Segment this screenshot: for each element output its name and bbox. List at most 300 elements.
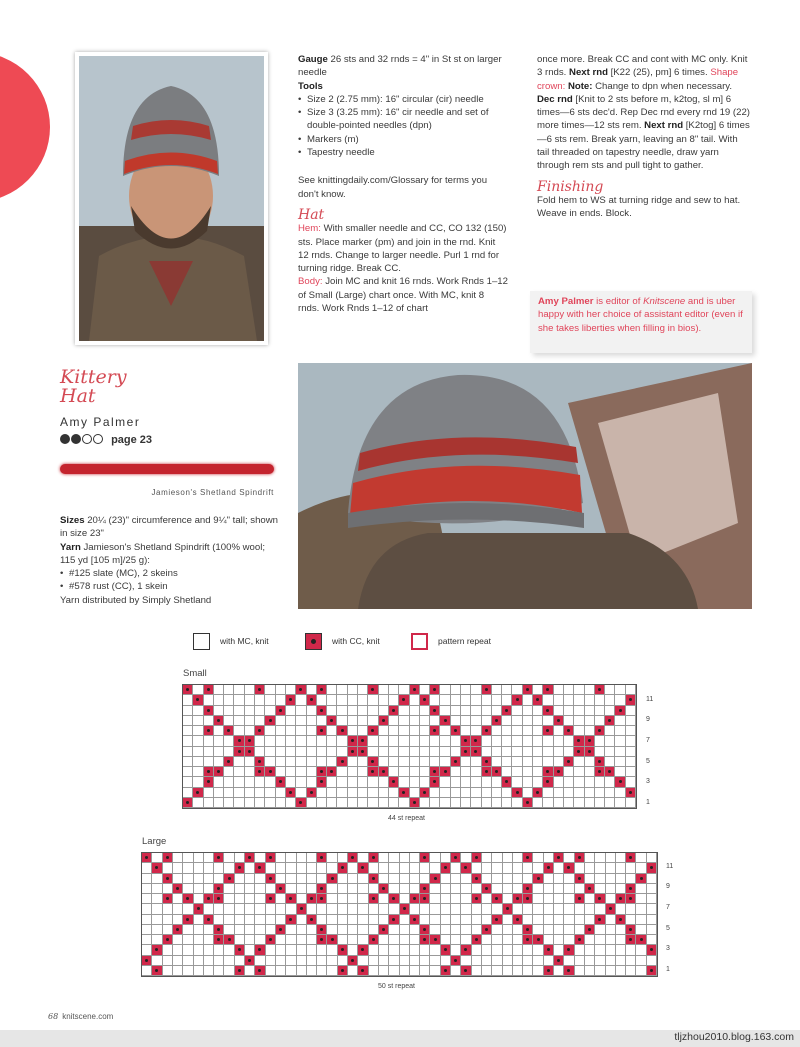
chart-cell: [234, 685, 244, 695]
chart-cell: [368, 695, 378, 705]
chart-cell: [245, 853, 255, 863]
chart-cell: [296, 726, 306, 736]
chart-cell: [647, 956, 657, 966]
chart-cell: [369, 904, 379, 914]
chart-cell: [245, 736, 255, 746]
chart-cell: [276, 956, 286, 966]
chart-cell: [492, 945, 502, 955]
chart-cell: [513, 966, 523, 976]
chart-cell: [482, 736, 492, 746]
chart-cell: [554, 706, 564, 716]
chart-cell: [513, 925, 523, 935]
chart-cell: [317, 777, 327, 787]
chart-cell: [420, 884, 430, 894]
chart-cell: [183, 874, 193, 884]
chart-cell: [163, 904, 173, 914]
chart-cell: [430, 757, 440, 767]
chart-cell: [585, 726, 595, 736]
chart-cell: [337, 736, 347, 746]
chart-cell: [564, 915, 574, 925]
chart-cell: [605, 716, 615, 726]
chart-cell: [430, 726, 440, 736]
chart-cell: [461, 915, 471, 925]
chart-cell: [337, 706, 347, 716]
chart-cell: [400, 925, 410, 935]
chart-cell: [420, 716, 430, 726]
chart-cell: [512, 747, 522, 757]
chart-cell: [327, 874, 337, 884]
chart-cell: [214, 706, 224, 716]
chart-cell: [472, 853, 482, 863]
chart-cell: [615, 695, 625, 705]
chart-cell: [286, 736, 296, 746]
chart-cell: [523, 863, 533, 873]
chart-cell: [492, 788, 502, 798]
chart-cell: [492, 894, 502, 904]
chart-cell: [440, 747, 450, 757]
chart-cell: [502, 798, 512, 808]
chart-cell: [204, 956, 214, 966]
small-row-number: 9: [646, 716, 650, 723]
chart-cell: [214, 685, 224, 695]
chart-cell: [142, 853, 152, 863]
chart-cell: [245, 685, 255, 695]
chart-cell: [265, 685, 275, 695]
chart-cell: [317, 747, 327, 757]
large-row-number: 1: [666, 966, 670, 973]
large-chart-label: Large: [142, 836, 167, 847]
chart-cell: [389, 726, 399, 736]
chart-cell: [338, 853, 348, 863]
pattern-title: Kittery Hat: [60, 366, 127, 407]
chart-cell: [575, 915, 585, 925]
chart-cell: [152, 894, 162, 904]
mc-knit-symbol-icon: [193, 633, 210, 650]
chart-cell: [296, 695, 306, 705]
chart-cell: [420, 685, 430, 695]
chart-cell: [410, 956, 420, 966]
chart-cell: [204, 904, 214, 914]
chart-cell: [297, 925, 307, 935]
chart-cell: [554, 788, 564, 798]
chart-cell: [193, 685, 203, 695]
chart-cell: [276, 747, 286, 757]
chart-cell: [142, 935, 152, 945]
chart-cell: [574, 716, 584, 726]
chart-cell: [255, 716, 265, 726]
chart-cell: [430, 853, 440, 863]
small-repeat-label: 44 st repeat: [388, 815, 425, 822]
chart-cell: [523, 788, 533, 798]
chart-cell: [544, 853, 554, 863]
chart-cell: [193, 716, 203, 726]
chart-cell: [245, 863, 255, 873]
section-tab: [0, 52, 50, 202]
chart-cell: [204, 757, 214, 767]
chart-cell: [235, 853, 245, 863]
chart-cell: [626, 788, 636, 798]
chart-cell: [441, 915, 451, 925]
chart-cell: [472, 874, 482, 884]
chart-cell: [245, 925, 255, 935]
chart-cell: [163, 935, 173, 945]
chart-cell: [420, 915, 430, 925]
chart-cell: [554, 777, 564, 787]
chart-cell: [482, 935, 492, 945]
yarn-distributor: Yarn distributed by Simply Shetland: [60, 594, 212, 606]
chart-cell: [595, 788, 605, 798]
chart-cell: [615, 757, 625, 767]
chart-cell: [492, 695, 502, 705]
chart-cell: [585, 716, 595, 726]
chart-cell: [389, 777, 399, 787]
chart-cell: [255, 706, 265, 716]
chart-cell: [265, 736, 275, 746]
chart-cell: [482, 925, 492, 935]
chart-cell: [389, 904, 399, 914]
chart-cell: [451, 685, 461, 695]
chart-cell: [368, 777, 378, 787]
chart-cell: [595, 767, 605, 777]
chart-cell: [472, 956, 482, 966]
chart-cell: [533, 706, 543, 716]
chart-cell: [163, 894, 173, 904]
chart-cell: [379, 736, 389, 746]
chart-cell: [142, 904, 152, 914]
chart-cell: [235, 935, 245, 945]
chart-cell: [523, 956, 533, 966]
chart-cell: [492, 685, 502, 695]
chart-cell: [461, 767, 471, 777]
chart-cell: [358, 716, 368, 726]
chart-cell: [338, 956, 348, 966]
chart-cell: [265, 777, 275, 787]
chart-cell: [296, 767, 306, 777]
chart-cell: [358, 966, 368, 976]
chart-cell: [194, 884, 204, 894]
chart-cell: [554, 757, 564, 767]
chart-cell: [235, 925, 245, 935]
chart-cell: [543, 777, 553, 787]
chart-cell: [307, 925, 317, 935]
chart-cell: [544, 884, 554, 894]
chart-cell: [543, 685, 553, 695]
chart-cell: [183, 706, 193, 716]
chart-cell: [626, 935, 636, 945]
chart-cell: [430, 706, 440, 716]
chart-cell: [554, 915, 564, 925]
chart-cell: [595, 966, 605, 976]
chart-cell: [441, 863, 451, 873]
chart-cell: [379, 925, 389, 935]
chart-cell: [379, 884, 389, 894]
chart-cell: [307, 767, 317, 777]
chart-cell: [595, 706, 605, 716]
chart-cell: [574, 695, 584, 705]
chart-cell: [564, 863, 574, 873]
chart-cell: [214, 874, 224, 884]
chart-cell: [214, 884, 224, 894]
chart-cell: [461, 736, 471, 746]
chart-cell: [400, 966, 410, 976]
chart-cell: [163, 884, 173, 894]
chart-cell: [348, 966, 358, 976]
chart-cell: [410, 945, 420, 955]
chart-cell: [636, 853, 646, 863]
chart-cell: [554, 747, 564, 757]
chart-cell: [626, 695, 636, 705]
chart-cell: [235, 966, 245, 976]
chart-cell: [173, 884, 183, 894]
chart-cell: [142, 956, 152, 966]
chart-cell: [626, 884, 636, 894]
chart-cell: [224, 956, 234, 966]
chart-cell: [317, 757, 327, 767]
model-portrait-photo: [75, 52, 268, 345]
chart-cell: [368, 726, 378, 736]
chart-cell: [173, 915, 183, 925]
chart-cell: [338, 915, 348, 925]
chart-cell: [503, 863, 513, 873]
chart-cell: [368, 788, 378, 798]
chart-cell: [348, 767, 358, 777]
chart-cell: [647, 935, 657, 945]
chart-cell: [224, 874, 234, 884]
chart-cell: [307, 788, 317, 798]
chart-cell: [575, 884, 585, 894]
chart-cell: [482, 685, 492, 695]
chart-cell: [420, 767, 430, 777]
chart-cell: [564, 904, 574, 914]
chart-cell: [595, 894, 605, 904]
chart-cell: [616, 925, 626, 935]
chart-cell: [337, 747, 347, 757]
chart-cell: [647, 863, 657, 873]
chart-cell: [400, 956, 410, 966]
chart-cell: [234, 777, 244, 787]
large-row-number: 3: [666, 945, 670, 952]
chart-cell: [286, 726, 296, 736]
chart-cell: [492, 966, 502, 976]
chart-cell: [337, 716, 347, 726]
chart-cell: [338, 894, 348, 904]
chart-cell: [379, 853, 389, 863]
chart-cell: [533, 726, 543, 736]
chart-cell: [533, 884, 543, 894]
chart-cell: [255, 757, 265, 767]
chart-cell: [606, 925, 616, 935]
chart-cell: [286, 788, 296, 798]
chart-cell: [317, 945, 327, 955]
chart-cell: [451, 956, 461, 966]
chart-cell: [606, 874, 616, 884]
chart-cell: [440, 767, 450, 777]
chart-cell: [626, 736, 636, 746]
chart-cell: [399, 788, 409, 798]
chart-cell: [379, 747, 389, 757]
chart-cell: [585, 915, 595, 925]
site-name: knitscene.com: [62, 1012, 114, 1021]
chart-cell: [585, 853, 595, 863]
chart-cell: [451, 788, 461, 798]
chart-cell: [533, 863, 543, 873]
chart-cell: [327, 706, 337, 716]
chart-cell: [296, 798, 306, 808]
chart-cell: [595, 915, 605, 925]
chart-cell: [183, 853, 193, 863]
chart-cell: [204, 874, 214, 884]
crown-instructions: once more. Break CC and cont with MC only. Knit 3 rnds. Next rnd [K22 (25), pm] 6 times. Shape crown: Note: Change to dpn when necessary. Dec rnd [Knit to 2 sts before m, k2tog, sl m] 6 times—6 sts dec'd. Rep Dec rnd every rnd 19 (22) more times—12 sts rem. Next rnd [K2tog] 6 times—6 sts rem. Break yarn, leaving an 8" tail. With tail threaded on tapestry needle, draw yarn through rem sts and pull tight to gather.: [537, 54, 750, 172]
chart-cell: [307, 685, 317, 695]
chart-cell: [245, 788, 255, 798]
chart-cell: [615, 706, 625, 716]
chart-cell: [513, 915, 523, 925]
chart-cell: [482, 915, 492, 925]
chart-cell: [605, 736, 615, 746]
chart-cell: [296, 757, 306, 767]
chart-cell: [461, 685, 471, 695]
chart-cell: [543, 716, 553, 726]
chart-cell: [606, 956, 616, 966]
chart-cell: [616, 884, 626, 894]
chart-cell: [204, 884, 214, 894]
chart-cell: [564, 716, 574, 726]
chart-cell: [307, 726, 317, 736]
chart-cell: [647, 894, 657, 904]
chart-cell: [358, 935, 368, 945]
chart-cell: [533, 904, 543, 914]
chart-cell: [440, 757, 450, 767]
chart-cell: [616, 904, 626, 914]
chart-cell: [492, 884, 502, 894]
chart-cell: [194, 853, 204, 863]
chart-cell: [296, 706, 306, 716]
chart-cell: [513, 945, 523, 955]
chart-cell: [348, 863, 358, 873]
chart-cell: [183, 863, 193, 873]
chart-cell: [389, 853, 399, 863]
chart-cell: [183, 945, 193, 955]
chart-cell: [533, 966, 543, 976]
yarn-item: • #125 slate (MC), 2 skeins: [60, 567, 280, 580]
chart-cell: [297, 956, 307, 966]
chart-cell: [286, 935, 296, 945]
chart-cell: [471, 726, 481, 736]
chart-cell: [379, 716, 389, 726]
chart-cell: [410, 894, 420, 904]
chart-cell: [574, 798, 584, 808]
chart-cell: [307, 966, 317, 976]
chart-cell: [533, 757, 543, 767]
chart-cell: [286, 956, 296, 966]
chart-cell: [276, 757, 286, 767]
chart-cell: [616, 894, 626, 904]
chart-cell: [245, 747, 255, 757]
chart-cell: [533, 747, 543, 757]
chart-cell: [564, 884, 574, 894]
chart-cell: [327, 716, 337, 726]
chart-cell: [440, 716, 450, 726]
designer-bio-note: Amy Palmer is editor of Knitscene and is uber happy with her choice of assistant editor (even if she takes liberties when filling in bios).: [530, 291, 752, 353]
chart-cell: [400, 915, 410, 925]
chart-cell: [142, 966, 152, 976]
gauge-text: Gauge 26 sts and 32 rnds = 4" in St st on larger needle: [298, 54, 502, 79]
chart-cell: [441, 874, 451, 884]
chart-cell: [441, 894, 451, 904]
chart-cell: [430, 915, 440, 925]
chart-cell: [224, 757, 234, 767]
chart-cell: [482, 874, 492, 884]
chart-cell: [297, 904, 307, 914]
chart-cell: [575, 874, 585, 884]
chart-cell: [358, 884, 368, 894]
chart-cell: [183, 884, 193, 894]
chart-cell: [616, 966, 626, 976]
chart-cell: [461, 945, 471, 955]
chart-cell: [224, 777, 234, 787]
chart-cell: [183, 915, 193, 925]
chart-cell: [575, 863, 585, 873]
chart-cell: [585, 767, 595, 777]
chart-cell: [441, 935, 451, 945]
chart-cell: [255, 904, 265, 914]
chart-cell: [502, 788, 512, 798]
chart-cell: [297, 966, 307, 976]
chart-cell: [337, 757, 347, 767]
chart-cell: [255, 736, 265, 746]
chart-cell: [595, 956, 605, 966]
chart-cell: [183, 935, 193, 945]
chart-cell: [358, 788, 368, 798]
chart-cell: [595, 726, 605, 736]
chart-cell: [574, 685, 584, 695]
chart-cell: [471, 716, 481, 726]
chart-cell: [152, 966, 162, 976]
chart-cell: [399, 777, 409, 787]
chart-cell: [554, 695, 564, 705]
chart-cell: [400, 863, 410, 873]
chart-cell: [379, 935, 389, 945]
chart-cell: [255, 884, 265, 894]
chart-cell: [193, 777, 203, 787]
chart-cell: [368, 685, 378, 695]
chart-cell: [327, 767, 337, 777]
chart-cell: [564, 966, 574, 976]
chart-cell: [193, 695, 203, 705]
chart-cell: [533, 716, 543, 726]
chart-cell: [461, 904, 471, 914]
chart-cell: [379, 767, 389, 777]
chart-cell: [379, 894, 389, 904]
chart-cell: [647, 904, 657, 914]
large-repeat-label: 50 st repeat: [378, 983, 415, 990]
chart-cell: [472, 863, 482, 873]
chart-cell: [492, 956, 502, 966]
chart-cell: [163, 945, 173, 955]
chart-cell: [214, 935, 224, 945]
hem-instructions: Hem: With smaller needle and CC, CO 132 (150) sts. Place marker (pm) and join in the rnd. Knit 12 rnds. Change to larger needle. Purl 1 rnd for turning ridge. Break CC.: [298, 223, 507, 275]
chart-cell: [595, 685, 605, 695]
chart-cell: [575, 966, 585, 976]
chart-cell: [245, 935, 255, 945]
chart-cell: [482, 695, 492, 705]
chart-cell: [358, 767, 368, 777]
chart-cell: [204, 685, 214, 695]
chart-cell: [245, 777, 255, 787]
chart-cell: [286, 798, 296, 808]
chart-cell: [533, 874, 543, 884]
chart-cell: [358, 925, 368, 935]
